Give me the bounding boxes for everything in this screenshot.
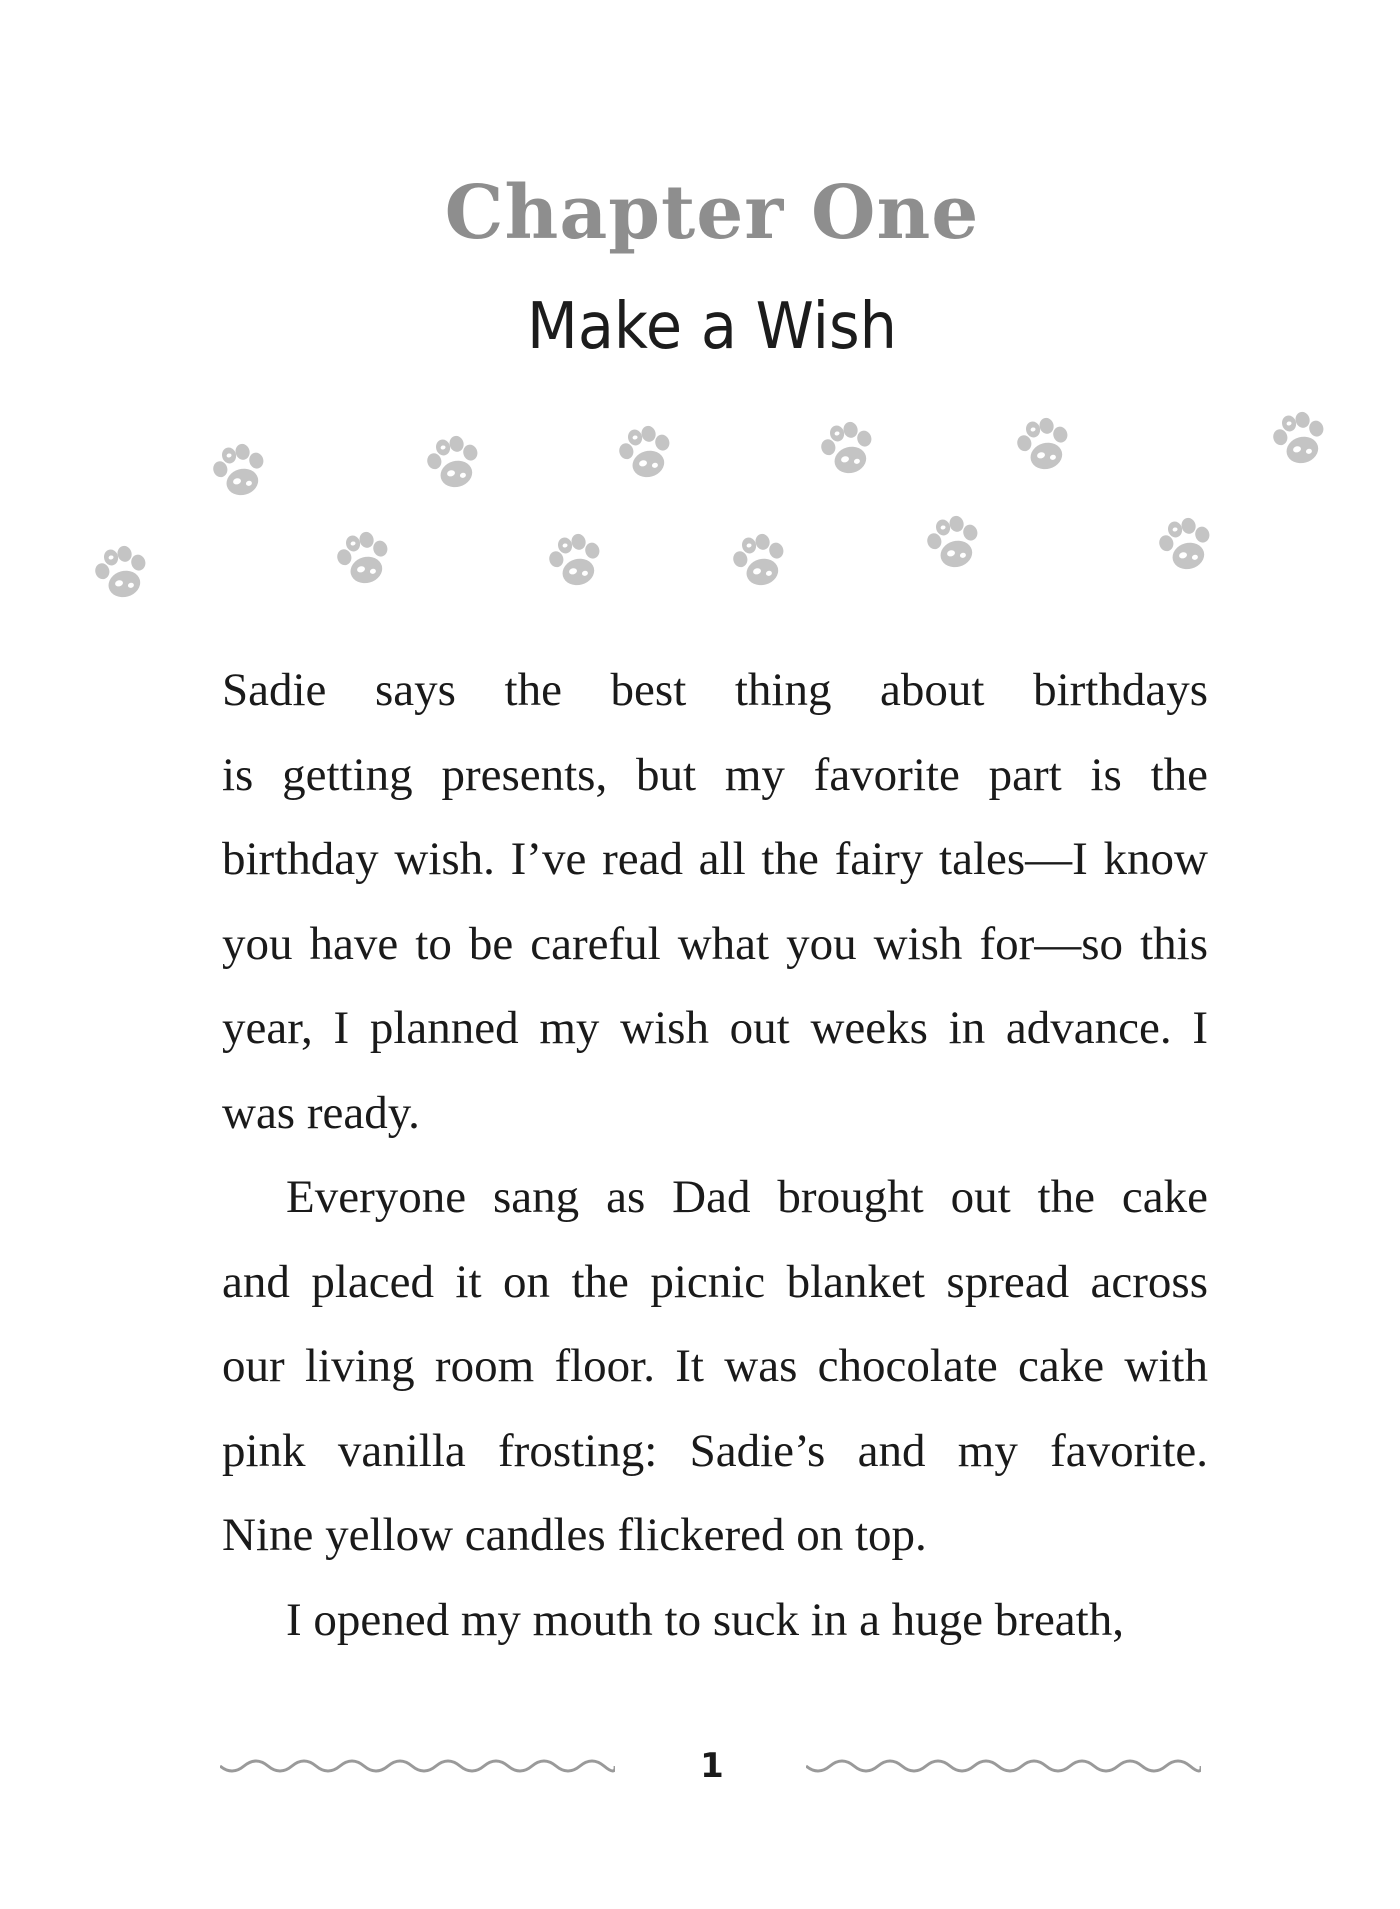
paw-print-icon [206, 438, 276, 508]
wavy-divider-left [220, 1758, 615, 1782]
text-line: is getting presents, but my favorite part is the [222, 748, 1208, 801]
page-number: 1 [700, 1746, 724, 1786]
chapter-title: Make a Wish [527, 290, 897, 364]
text-line: Sadie says the best thing about birthdays [222, 664, 1208, 716]
chapter-body-text [222, 648, 1208, 1662]
chapter-label: Chapter One [444, 170, 980, 256]
paw-print-icon [330, 526, 400, 596]
paw-print-icon [542, 528, 612, 598]
paw-print-icon [1266, 406, 1336, 476]
text-line: birthday wish. I’ve read all the fairy tales—I know [222, 833, 1208, 885]
paw-print-icon [1152, 512, 1222, 582]
wavy-divider-right [806, 1758, 1201, 1782]
page-footer [0, 1740, 1400, 1800]
text-line: I opened my mouth to suck in a huge breath, [286, 1593, 1124, 1646]
paw-print-icon [1010, 412, 1080, 482]
paw-print-decoration [0, 400, 1400, 630]
text-line: was ready. [222, 1086, 420, 1139]
paw-print-icon [814, 416, 884, 486]
text-line: you have to be careful what you wish for—so this [222, 917, 1208, 970]
text-line: our living room floor. It was chocolate cake with [222, 1340, 1208, 1392]
paw-print-icon [726, 528, 796, 598]
paw-print-icon [88, 540, 158, 610]
text-line: Nine yellow candles flickered on top. [222, 1509, 927, 1561]
paw-print-icon [612, 420, 682, 490]
text-line: pink vanilla frosting: Sadie’s and my favorite. [222, 1424, 1208, 1477]
text-line: year, I planned my wish out weeks in advance. I [222, 1002, 1208, 1054]
paw-print-icon [920, 510, 990, 580]
text-line: Everyone sang as Dad brought out the cake [286, 1171, 1208, 1223]
text-line: and placed it on the picnic blanket spread across [222, 1255, 1208, 1308]
paw-print-icon [420, 430, 490, 500]
